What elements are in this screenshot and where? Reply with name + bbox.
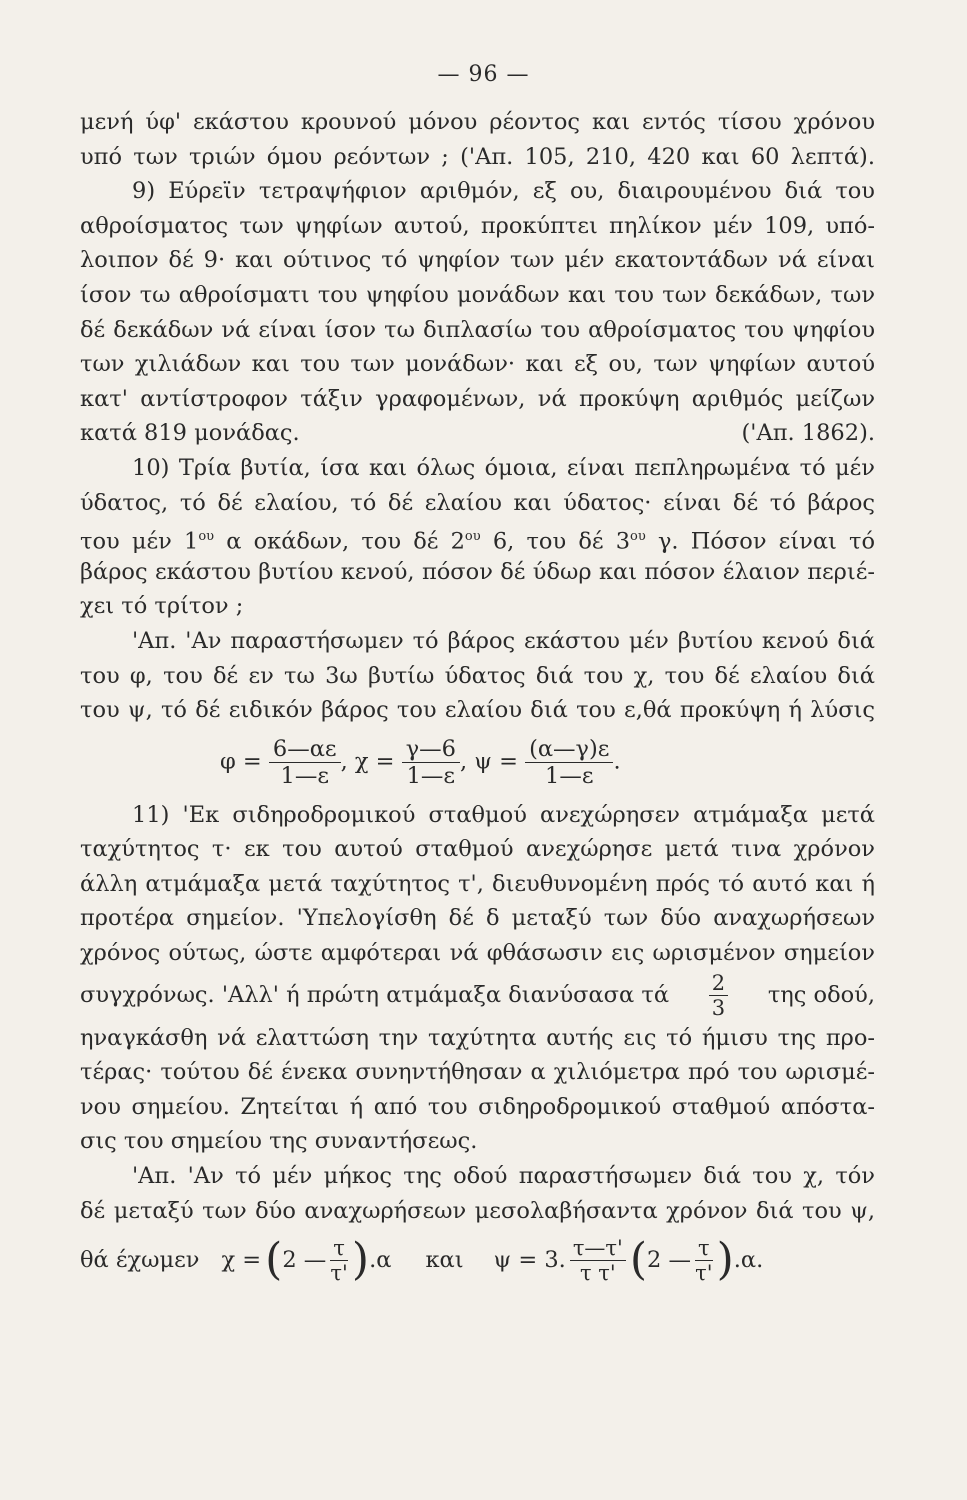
formula-symbol: .	[613, 748, 621, 775]
fraction	[402, 736, 460, 789]
numerator: γ—6	[402, 736, 460, 763]
denominator: τ τ'	[579, 1260, 616, 1285]
denominator: 3	[711, 996, 726, 1021]
text-line: 10) Τρία βυτία, ίσα και όλως όμοια, είναι πεπληρωμένα τό μέν	[132, 454, 875, 481]
text-line: 9) Εύρεϊν τετραψήφιον αριθμόν, εξ ου, διαιρουμένου διά του	[132, 178, 875, 205]
text-line: μενή ύφ' εκάστου κρουνού μόνου ρέοντος και εντός τίσου χρόνου	[80, 109, 875, 135]
page-number: — 96 —	[437, 62, 530, 87]
text-line: ηναγκάσθη νά ελαττώση την ταχύτητα αυτής εις τό ήμισυ της προ-	[80, 1024, 875, 1051]
formula-symbol: .α.	[733, 1246, 764, 1273]
text-line: νου σημείου. Ζητείται ή από του σιδηροδρομικού σταθμού απόστα-	[80, 1093, 875, 1120]
text-line	[80, 971, 875, 1021]
ordinal-suffix: ου	[198, 529, 215, 545]
fraction	[269, 736, 341, 789]
fraction	[695, 1236, 713, 1285]
denominator: 1—ε	[545, 762, 594, 789]
formula-symbol: 2 —	[647, 1246, 691, 1273]
answer-text: ('Απ. 1862).	[741, 420, 875, 447]
formula-symbol: 2 —	[282, 1246, 327, 1273]
formula-symbol: , χ =	[340, 748, 395, 775]
text-line: λοιπον δέ 9· και ούτινος τό ψηφίον των μέν εκατοντάδων νά είναι	[80, 247, 875, 274]
denominator: τ'	[695, 1260, 713, 1285]
fraction	[570, 1236, 626, 1285]
text-segment: θά έχωμεν	[80, 1246, 200, 1273]
text-segment: κατά 819 μονάδας.	[80, 420, 300, 447]
text-line: τέρας· τούτου δέ ένεκα συνηντήθησαν α χιλιόμετρα πρό του ωρισμέ-	[80, 1059, 875, 1086]
fraction	[525, 736, 613, 789]
text-line: του φ, του δέ εν τω 3ω βυτίω ύδατος διά του χ, του δέ ελαίου διά	[80, 662, 875, 689]
formula-symbol: ψ = 3.	[493, 1246, 566, 1273]
numerator: τ	[330, 1236, 348, 1261]
text-line: ίσον τω αθροίσματι του ψηφίου μονάδων και του των δεκάδων, των	[80, 281, 875, 308]
open-paren: (	[629, 1234, 647, 1286]
ordinal-suffix: ου	[464, 529, 481, 545]
formula-symbol: .α	[369, 1246, 392, 1273]
denominator: 1—ε	[406, 762, 456, 789]
page-body	[80, 105, 875, 1292]
text-line: των χιλιάδων και του των μονάδων· και εξ ου, των ψηφίων αυτού	[80, 351, 875, 378]
text-line: του ψ, τό δέ ειδικόν βάρος του ελαίου διά του ε,θά προκύψη ή λύσις	[80, 697, 875, 724]
text-line: προτέρα σημείον. 'Υπελογίσθη δέ δ μεταξύ των δύο αναχωρήσεων	[80, 905, 875, 932]
text-segment: της οδού,	[767, 982, 875, 1009]
text-line: κατ' αντίστροφον τάξιν γραφομένων, νά προκύψη αριθμός μείζων	[80, 385, 875, 412]
text-segment: α οκάδων, του δέ 2	[214, 528, 465, 555]
text-line: 11) 'Εκ σιδηροδρομικού σταθμού ανεχώρησεν ατμάμαξα μετά	[132, 801, 875, 828]
text-segment: του μέν 1	[80, 528, 199, 555]
formula-solution-1	[80, 728, 875, 798]
text-line: σις του σημείου της συναντήσεως.	[80, 1128, 478, 1155]
formula-symbol: φ =	[220, 748, 262, 775]
text-line: δέ μεταξύ των δύο αναχωρήσεων μεσολαβήσαντα χρόνον διά του ψ,	[80, 1197, 875, 1224]
denominator: 1—ε	[280, 762, 329, 789]
text-line: χει τό τρίτον ;	[80, 593, 244, 620]
text-line: ταχύτητος τ· εκ του αυτού σταθμού ανεχώρησε μετά τινα χρόνον	[80, 836, 875, 863]
numerator: 2	[709, 971, 728, 996]
ordinal-suffix: ου	[630, 529, 646, 545]
text-segment: συγχρόνως. 'Αλλ' ή πρώτη ατμάμαξα διανύσασα τά	[80, 982, 670, 1009]
text-line: χρόνος ούτως, ώστε αμφότεραι νά φθάσωσιν εις ωρισμένον σημείον	[80, 940, 875, 967]
text-segment: γ. Πόσον είναι τό	[645, 528, 876, 555]
fraction	[330, 1236, 348, 1285]
text-line	[80, 416, 875, 451]
numerator: (α—γ)ε	[525, 736, 613, 763]
text-line: δέ δεκάδων νά είναι ίσον τω διπλασίω του αθροίσματος του ψηφίου	[80, 316, 875, 343]
text-segment: 6, του δέ 3	[480, 528, 631, 555]
close-paren: )	[351, 1234, 370, 1286]
text-line: ύδατος, τό δέ ελαίου, τό δέ ελαίου και ύδατος· είναι δέ τό βάρος	[80, 489, 875, 516]
text-line: άλλη ατμάμαξα μετά ταχύτητος τ', διευθυνομένη πρός τό αυτό και ή	[80, 870, 875, 897]
numerator: 6—αε	[269, 736, 341, 763]
text-line: υπό των τριών όμου ρεόντων ; ('Απ. 105, 210, 420 και 60 λεπτά).	[80, 143, 875, 170]
formula-solution-2	[80, 1228, 875, 1292]
formula-symbol: χ =	[221, 1246, 262, 1273]
numerator: τ—τ'	[570, 1236, 626, 1261]
text-line	[80, 520, 875, 555]
close-paren: )	[716, 1234, 734, 1286]
fraction	[709, 971, 728, 1020]
denominator: τ'	[330, 1260, 348, 1285]
text-segment: και	[425, 1246, 464, 1273]
text-line: 'Απ. 'Αν παραστήσωμεν τό βάρος εκάστου μέν βυτίου κενού διά	[132, 627, 875, 654]
formula-symbol: , ψ =	[459, 748, 518, 775]
text-line: 'Απ. 'Αν τό μέν μήκος της οδού παραστήσωμεν διά του χ, τόν	[132, 1163, 875, 1190]
text-line: αθροίσματος των ψηφίων αυτού, προκύπτει πηλίκον μέν 109, υπό-	[80, 212, 875, 239]
open-paren: (	[265, 1234, 283, 1286]
text-line: βάρος εκάστου βυτίου κενού, πόσον δέ ύδωρ και πόσον έλαιον περιέ-	[80, 558, 875, 585]
numerator: τ	[695, 1236, 713, 1261]
